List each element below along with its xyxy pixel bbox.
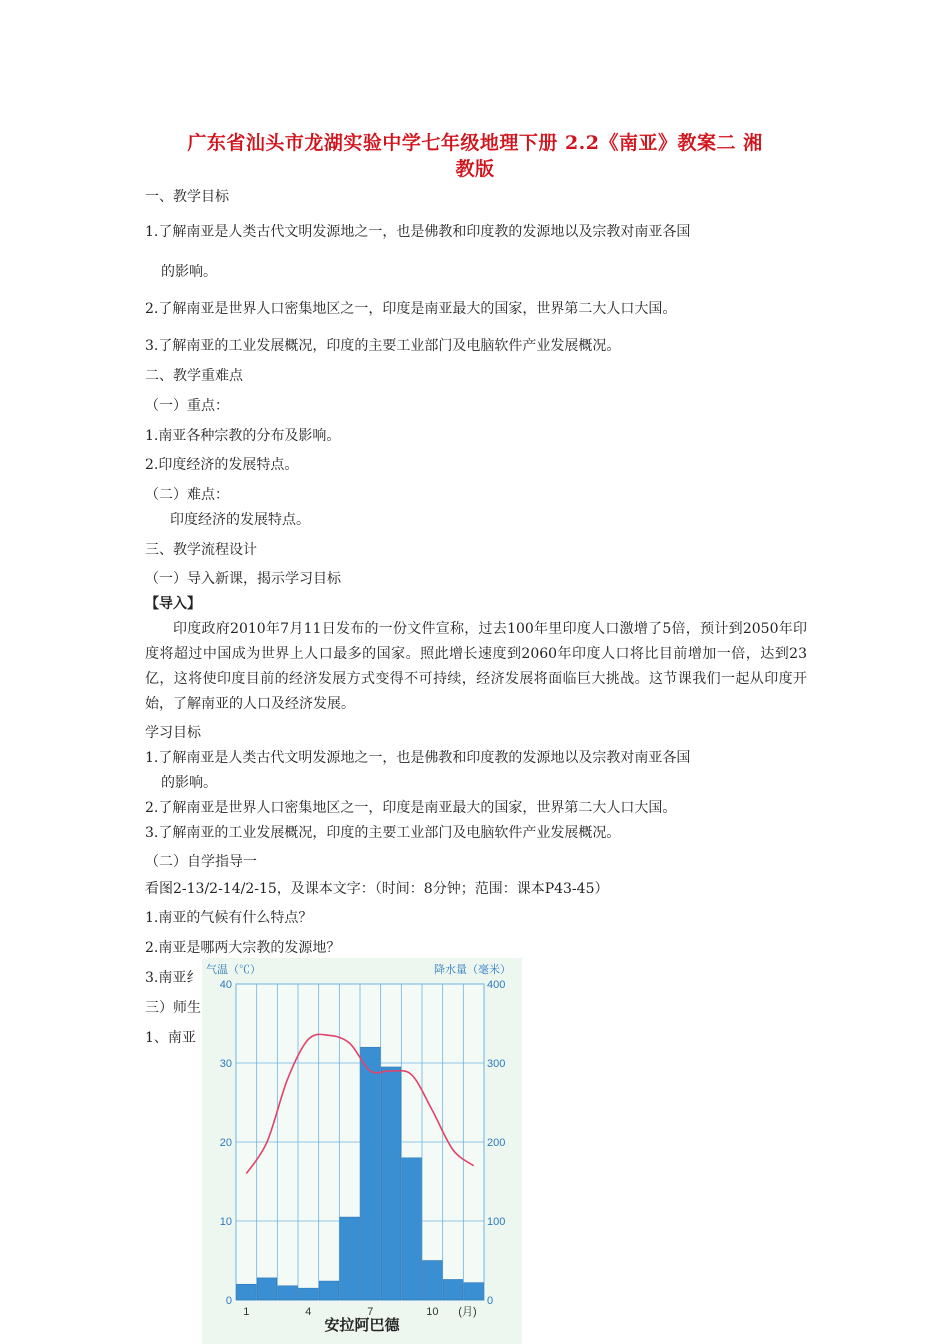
precipitation-bar-10	[423, 1261, 443, 1301]
x-tick-label: 7	[367, 1306, 374, 1318]
intro-label: 【导入】	[145, 596, 201, 612]
section-2-heading: 二、教学重难点	[145, 368, 243, 384]
right-tick-label: 100	[487, 1216, 506, 1228]
intro-paragraph: 印度政府2010年7月11日发布的一份文件宣称，过去100年里印度人口激增了5倍，预计到2050年印度将超过中国成为世界上人口最多的国家。照此增长速度到2060年印度人口将比目前增加一倍，达到23亿，这将使印度目前的经济发展方式变得不可持续，经济发展将面临巨大挑战。这节课我们一起从印度开始，了解南亚的人口及经济发展。	[145, 621, 807, 712]
right-axis-label: 降水量（毫米）	[434, 964, 511, 976]
precipitation-bar-7	[361, 1047, 381, 1300]
climate-chart	[202, 958, 522, 1344]
precipitation-bar-5	[319, 1281, 339, 1300]
right-tick-label: 400	[487, 979, 506, 991]
objective-1-line-a: 1.了解南亚是人类古代文明发源地之一，也是佛教和印度教的发源地以及宗教对南亚各国	[145, 224, 691, 240]
chart-title: 安拉阿巴德	[324, 1316, 400, 1334]
goal-1-line-b: 的影响。	[161, 775, 217, 791]
precipitation-bar-8	[381, 1067, 401, 1300]
question-3: 3.南亚纟	[145, 970, 201, 986]
self-study-heading: （二）自学指导一	[145, 854, 257, 870]
precipitation-bar-4	[299, 1288, 319, 1300]
self-study-note: 看图2-13/2-14/2-15，及课本文字：（时间：8分钟；范围：课本P43-45）	[145, 881, 609, 897]
objective-1-line-b: 的影响。	[161, 264, 217, 280]
key-point-2: 2.印度经济的发展特点。	[145, 457, 299, 473]
title-line-2: 教版	[455, 158, 495, 180]
document-title	[140, 130, 810, 182]
intro-heading: （一）导入新课，揭示学习目标	[145, 571, 341, 587]
learning-goals-heading: 学习目标	[145, 725, 201, 741]
goal-2: 2.了解南亚是世界人口密集地区之一，印度是南亚最大的国家，世界第二大人口大国。	[145, 800, 677, 816]
precipitation-bar-2	[257, 1278, 277, 1300]
x-tick-label: 10	[426, 1306, 439, 1318]
chart-grid	[236, 984, 484, 1300]
section-1-heading: 一、教学目标	[145, 189, 229, 205]
goal-3: 3.了解南亚的工业发展概况，印度的主要工业部门及电脑软件产业发展概况。	[145, 825, 621, 841]
question-1: 1.南亚的气候有什么特点？	[145, 910, 313, 926]
question-2: 2.南亚是哪两大宗教的发源地？	[145, 940, 341, 956]
precipitation-bar-1	[237, 1284, 257, 1300]
left-tick-label: 10	[219, 1216, 232, 1228]
left-axis-label: 气温（℃）	[206, 964, 261, 976]
objective-3: 3.了解南亚的工业发展概况，印度的主要工业部门及电脑软件产业发展概况。	[145, 338, 621, 354]
precipitation-bar-3	[278, 1286, 298, 1300]
x-unit-label: (月)	[458, 1306, 477, 1318]
climate-chart-svg	[202, 958, 522, 1344]
left-tick-label: 40	[219, 979, 232, 991]
key-point-1: 1.南亚各种宗教的分布及影响。	[145, 428, 341, 444]
precipitation-bar-6	[340, 1217, 360, 1300]
subsection-1: 1、南亚	[145, 1030, 196, 1046]
section-teacher-student: 三）师生	[145, 1000, 201, 1016]
objective-2: 2.了解南亚是世界人口密集地区之一，印度是南亚最大的国家，世界第二大人口大国。	[145, 301, 677, 317]
right-tick-label: 200	[487, 1137, 506, 1149]
right-tick-label: 300	[487, 1058, 506, 1070]
key-points-heading: （一）重点：	[145, 398, 229, 414]
left-tick-label: 30	[219, 1058, 232, 1070]
left-tick-label: 0	[225, 1295, 232, 1307]
left-tick-label: 20	[219, 1137, 232, 1149]
difficulty-1: 印度经济的发展特点。	[170, 512, 310, 528]
precipitation-bar-12	[464, 1283, 484, 1300]
precipitation-bar-11	[443, 1279, 463, 1300]
section-3-heading: 三、教学流程设计	[145, 542, 257, 558]
title-line-1: 广东省汕头市龙湖实验中学七年级地理下册 2.2《南亚》教案二 湘	[187, 132, 763, 154]
precipitation-bar-9	[402, 1158, 422, 1300]
x-tick-label: 1	[243, 1306, 250, 1318]
right-tick-label: 0	[487, 1295, 494, 1307]
x-tick-label: 4	[305, 1306, 312, 1318]
goal-1-line-a: 1.了解南亚是人类古代文明发源地之一，也是佛教和印度教的发源地以及宗教对南亚各国	[145, 750, 691, 766]
difficulties-heading: （二）难点：	[145, 487, 229, 503]
